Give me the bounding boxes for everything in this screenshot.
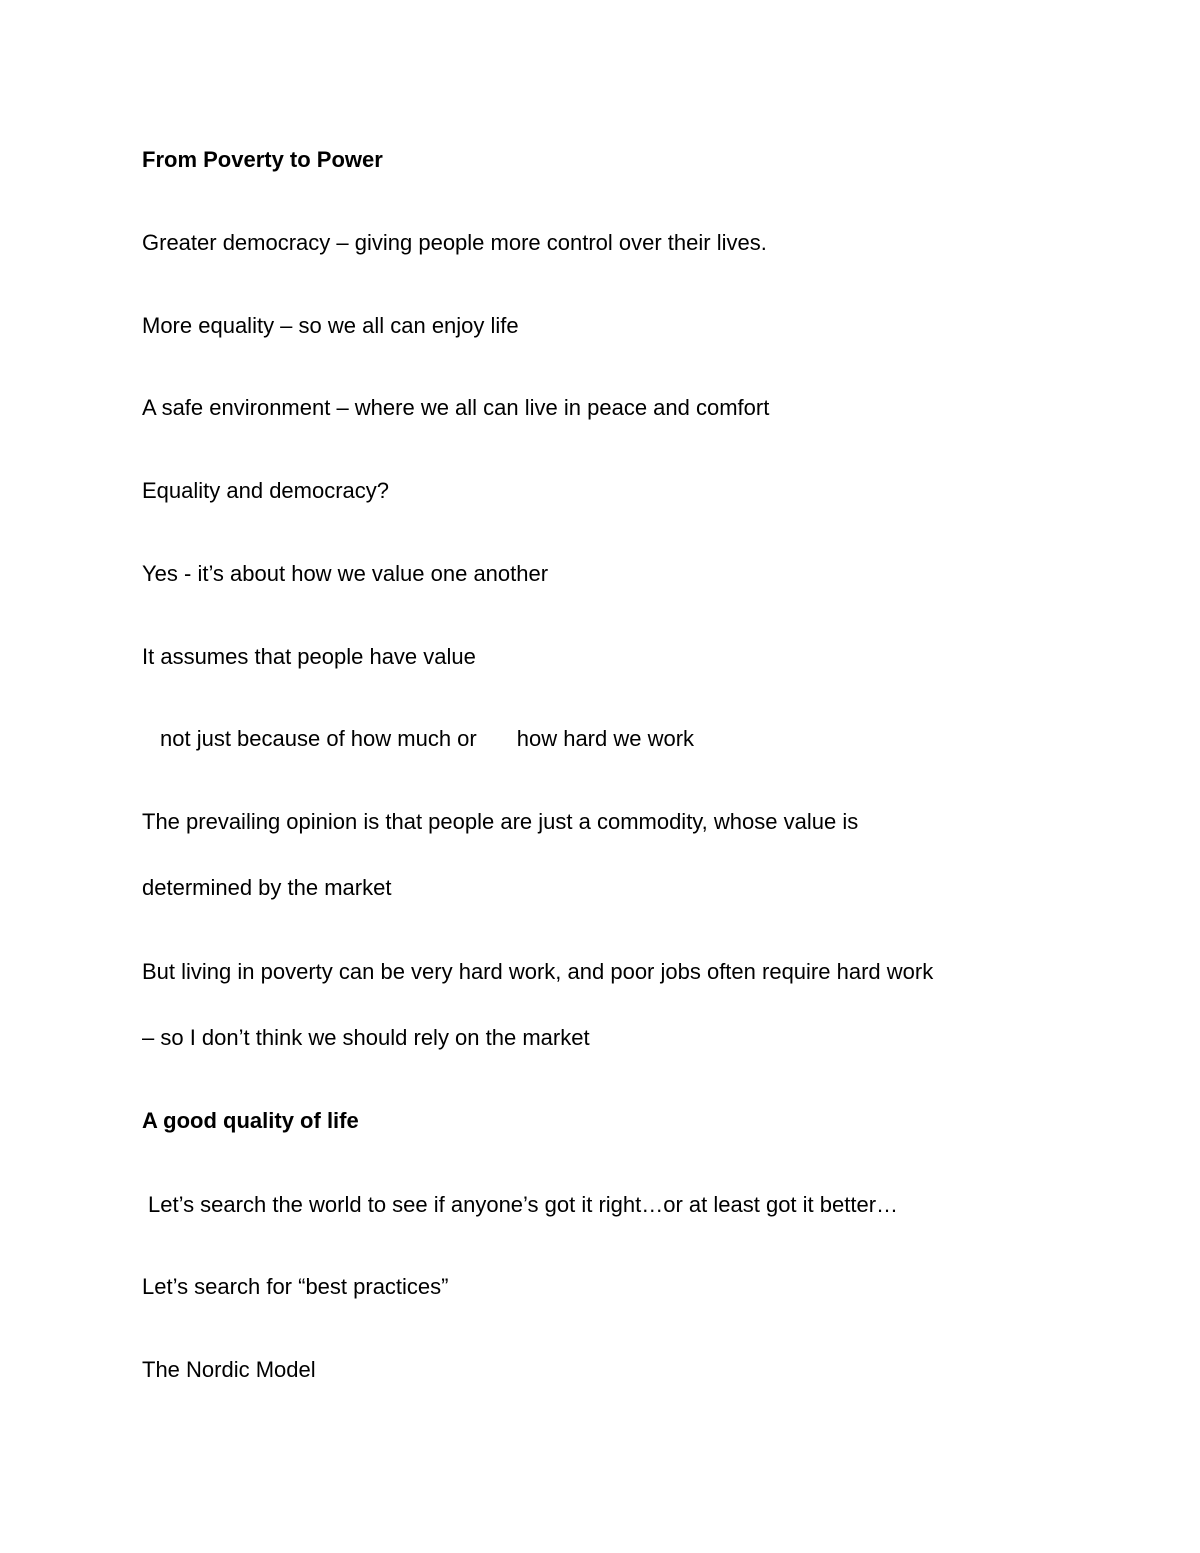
heading-from-poverty-to-power: From Poverty to Power — [142, 147, 383, 172]
text-not-just-because-part-1: not just because of how much or — [160, 726, 477, 751]
text-equality-and-democracy: Equality and democracy? — [142, 478, 390, 503]
text-not-just-because-part-2: how hard we work — [516, 726, 695, 751]
text-safe-environment: A safe environment – where we all can live in peace and comfort — [142, 395, 770, 420]
text-greater-democracy: Greater democracy – giving people more control over their lives. — [142, 230, 767, 255]
text-prevailing-opinion-2: determined by the market — [142, 875, 392, 900]
heading-good-quality-of-life: A good quality of life — [142, 1108, 359, 1133]
text-prevailing-opinion-1: The prevailing opinion is that people are just a commodity, whose value is — [142, 809, 859, 834]
text-people-have-value: It assumes that people have value — [142, 644, 476, 669]
text-not-just-because — [160, 725, 694, 753]
text-search-the-world: Let’s search the world to see if anyone’s got it right…or at least got it better… — [148, 1192, 899, 1217]
text-living-in-poverty-1: But living in poverty can be very hard work, and poor jobs often require hard work — [142, 959, 934, 984]
text-nordic-model: The Nordic Model — [142, 1357, 316, 1382]
text-yes-value-one-another: Yes - it’s about how we value one another — [142, 561, 549, 586]
text-best-practices: Let’s search for “best practices” — [142, 1274, 449, 1299]
text-more-equality: More equality – so we all can enjoy life — [142, 313, 519, 338]
text-living-in-poverty-2: – so I don’t think we should rely on the market — [142, 1025, 590, 1050]
